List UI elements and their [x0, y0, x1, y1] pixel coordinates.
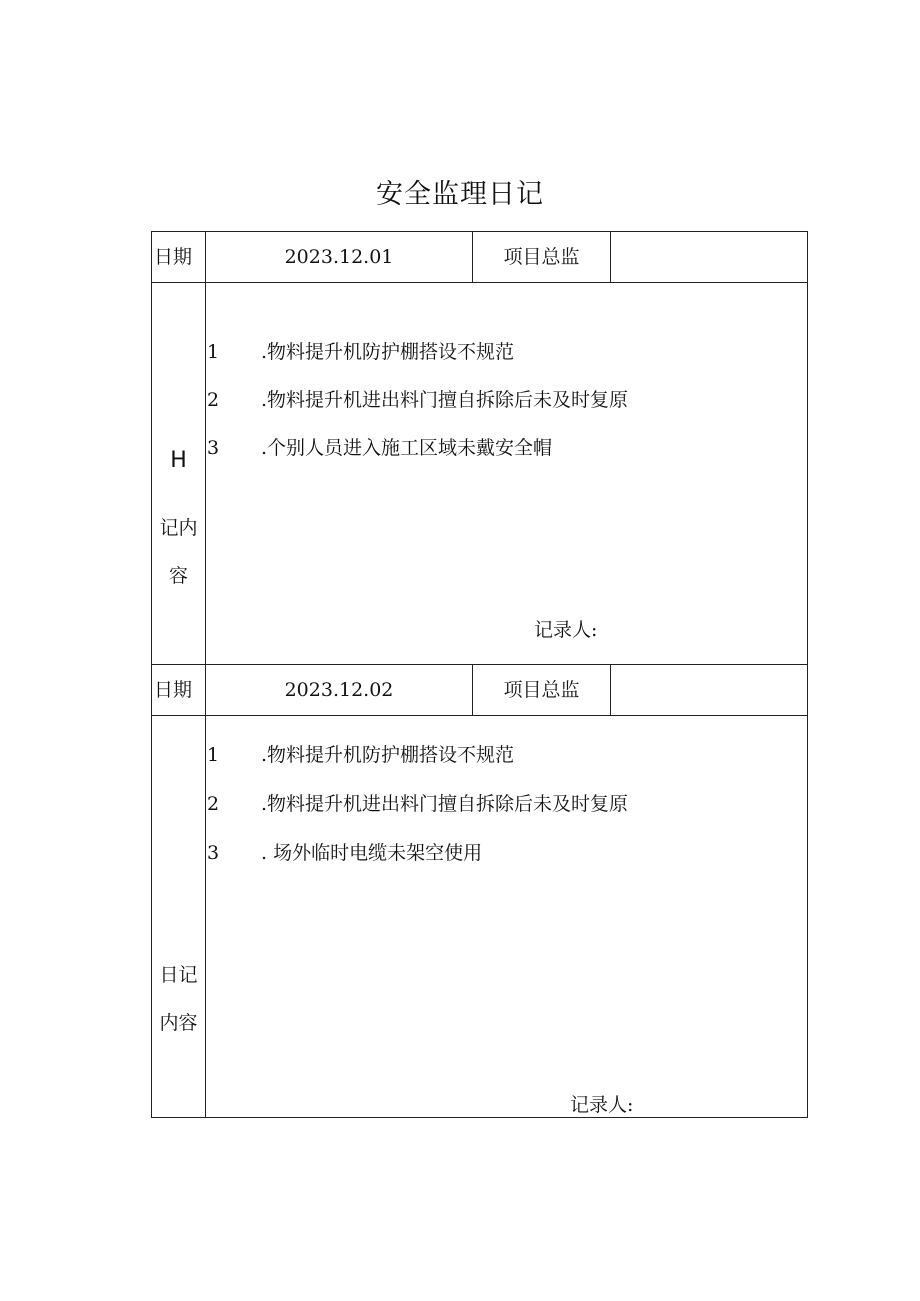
item-text: .物料提升机防护棚搭设不规范	[261, 341, 515, 363]
item-number: 2	[207, 389, 220, 411]
content-label: 内容	[159, 1012, 198, 1034]
content-label: 记内	[159, 517, 198, 539]
supervisor-label: 项目总监	[503, 679, 580, 701]
row-divider	[151, 282, 808, 283]
date-value: 2023.12.02	[284, 679, 394, 701]
supervisor-label: 项目总监	[503, 246, 580, 268]
table-border-right	[807, 231, 808, 1118]
content-label: 日记	[159, 964, 198, 986]
item-text: . 场外临时电缆未架空使用	[261, 842, 483, 864]
table-border-bottom	[151, 1117, 808, 1118]
column-divider	[205, 231, 206, 1118]
item-number: 1	[207, 341, 220, 363]
item-number: 2	[207, 793, 220, 815]
table-border-top	[151, 231, 808, 232]
date-value: 2023.12.01	[284, 246, 394, 268]
date-label: 日期	[154, 246, 193, 268]
recorder-label: 记录人:	[534, 619, 598, 641]
item-text: .物料提升机进出料门擅自拆除后未及时复原	[261, 793, 629, 815]
content-label-h: H	[170, 448, 187, 473]
row-divider	[151, 664, 808, 665]
column-divider	[610, 231, 611, 283]
item-text: .物料提升机防护棚搭设不规范	[261, 744, 515, 766]
item-number: 3	[207, 842, 220, 864]
item-text: .物料提升机进出料门擅自拆除后未及时复原	[261, 389, 629, 411]
page-title: 安全监理日记	[376, 179, 544, 210]
date-label: 日期	[154, 679, 193, 701]
content-label: 容	[168, 565, 188, 587]
item-text: .个别人员进入施工区域未戴安全帽	[261, 437, 553, 459]
column-divider	[610, 664, 611, 716]
recorder-label: 记录人:	[570, 1094, 634, 1116]
item-number: 3	[207, 437, 220, 459]
row-divider	[151, 715, 808, 716]
item-number: 1	[207, 744, 220, 766]
